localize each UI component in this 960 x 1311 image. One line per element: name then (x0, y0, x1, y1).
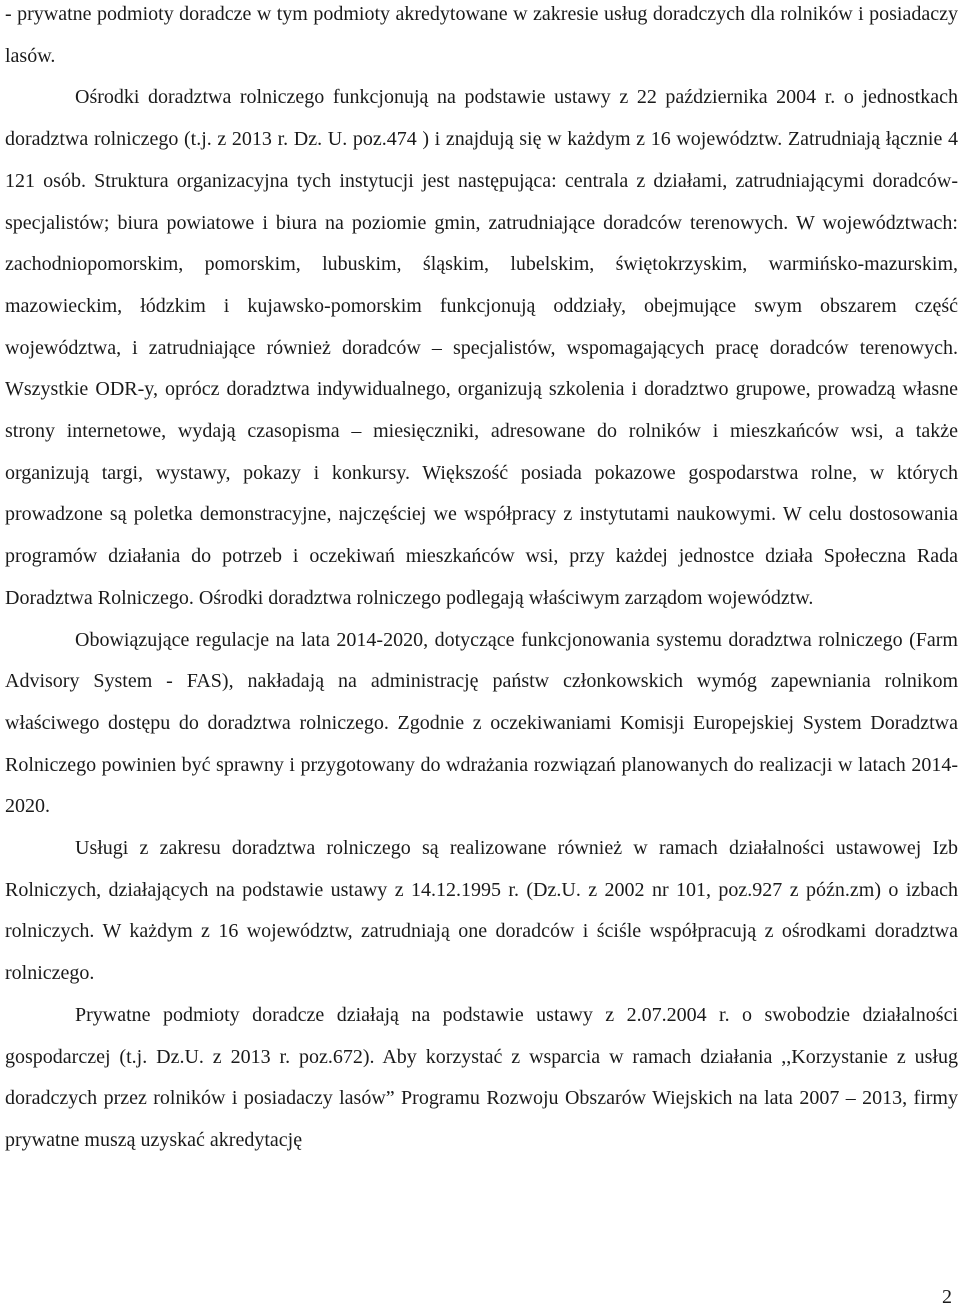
paragraph-agricultural-chambers: Usługi z zakresu doradztwa rolniczego są realizowane również w ramach działalności ustawowej Izb Rolniczych, działających na podstawie ustawy z 14.12.1995 r. (Dz.U. z 2002 nr 101, poz.927 z późn.zm) o izbach rolniczych. W każdym z 16 województw, zatrudniają one doradców i ściśle współpracują z ośrodkami doradztwa rolniczego. (5, 837, 958, 985)
paragraph-odr-overview: Ośrodki doradztwa rolniczego funkcjonują na podstawie ustawy z 22 października 2004 r. o jednostkach doradztwa rolniczego (t.j. z 2013 r. Dz. U. poz.474 ) i znajdują się w każdym z 16 województw. Zatrudniają łącznie 4 121 osób. Struktura organizacyjna tych instytucji jest następująca: centrala z działami, zatrudniającymi doradców-specjalistów; biura powiatowe i biura na poziomie gmin, zatrudniające doradców terenowych. W województwach: zachodniopomorskim, pomorskim, lubuskim, śląskim, lubelskim, świętokrzyskim, warmińsko-mazurskim, mazowieckim, łódzkim i kujawsko-pomorskim funkcjonują oddziały, obejmujące swym obszarem część województwa, i zatrudniające również doradców – specjalistów, wspomagających pracę doradców terenowych. Wszystkie ODR-y, oprócz doradztwa indywidualnego, organizują szkolenia i doradztwo grupowe, prowadzą własne strony internetowe, wydają czasopisma – miesięczniki, adresowane do rolników i mieszkańców wsi, a także organizują targi, wystawy, pokazy i konkursy. Większość posiada pokazowe gospodarstwa rolne, w których prowadzone są poletka demonstracyjne, najczęściej we współpracy z instytutami naukowymi. W celu dostosowania programów działania do potrzeb i oczekiwań mieszkańców wsi, przy każdej jednostce działa Społeczna Rada Doradztwa Rolniczego. Ośrodki doradztwa rolniczego podlegają właściwym zarządom województw. (5, 86, 958, 609)
page-number: 2 (942, 1286, 952, 1308)
paragraph-intro-list-item: - prywatne podmioty doradcze w tym podmioty akredytowane w zakresie usług doradczych dla rolników i posiadaczy lasów. (5, 3, 958, 67)
paragraph-private-advisors: Prywatne podmioty doradcze działają na podstawie ustawy z 2.07.2004 r. o swobodzie działalności gospodarczej (t.j. Dz.U. z 2013 r. poz.672). Aby korzystać z wsparcia w ramach działania ,,Korzystanie z usług doradczych przez rolników i posiadaczy lasów” Programu Rozwoju Obszarów Wiejskich na lata 2007 – 2013, firmy prywatne muszą uzyskać akredytację (5, 1003, 958, 1151)
paragraph-fas-regulations: Obowiązujące regulacje na lata 2014-2020, dotyczące funkcjonowania systemu doradztwa rolniczego (Farm Advisory System - FAS), nakładają na administrację państw członkowskich wymóg zapewniania rolnikom właściwego dostępu do doradztwa rolniczego. Zgodnie z oczekiwaniami Komisji Europejskiej System Doradztwa Rolniczego powinien być sprawny i przygotowany do wdrażania rozwiązań planowanych do realizacji w latach 2014-2020. (5, 628, 958, 818)
